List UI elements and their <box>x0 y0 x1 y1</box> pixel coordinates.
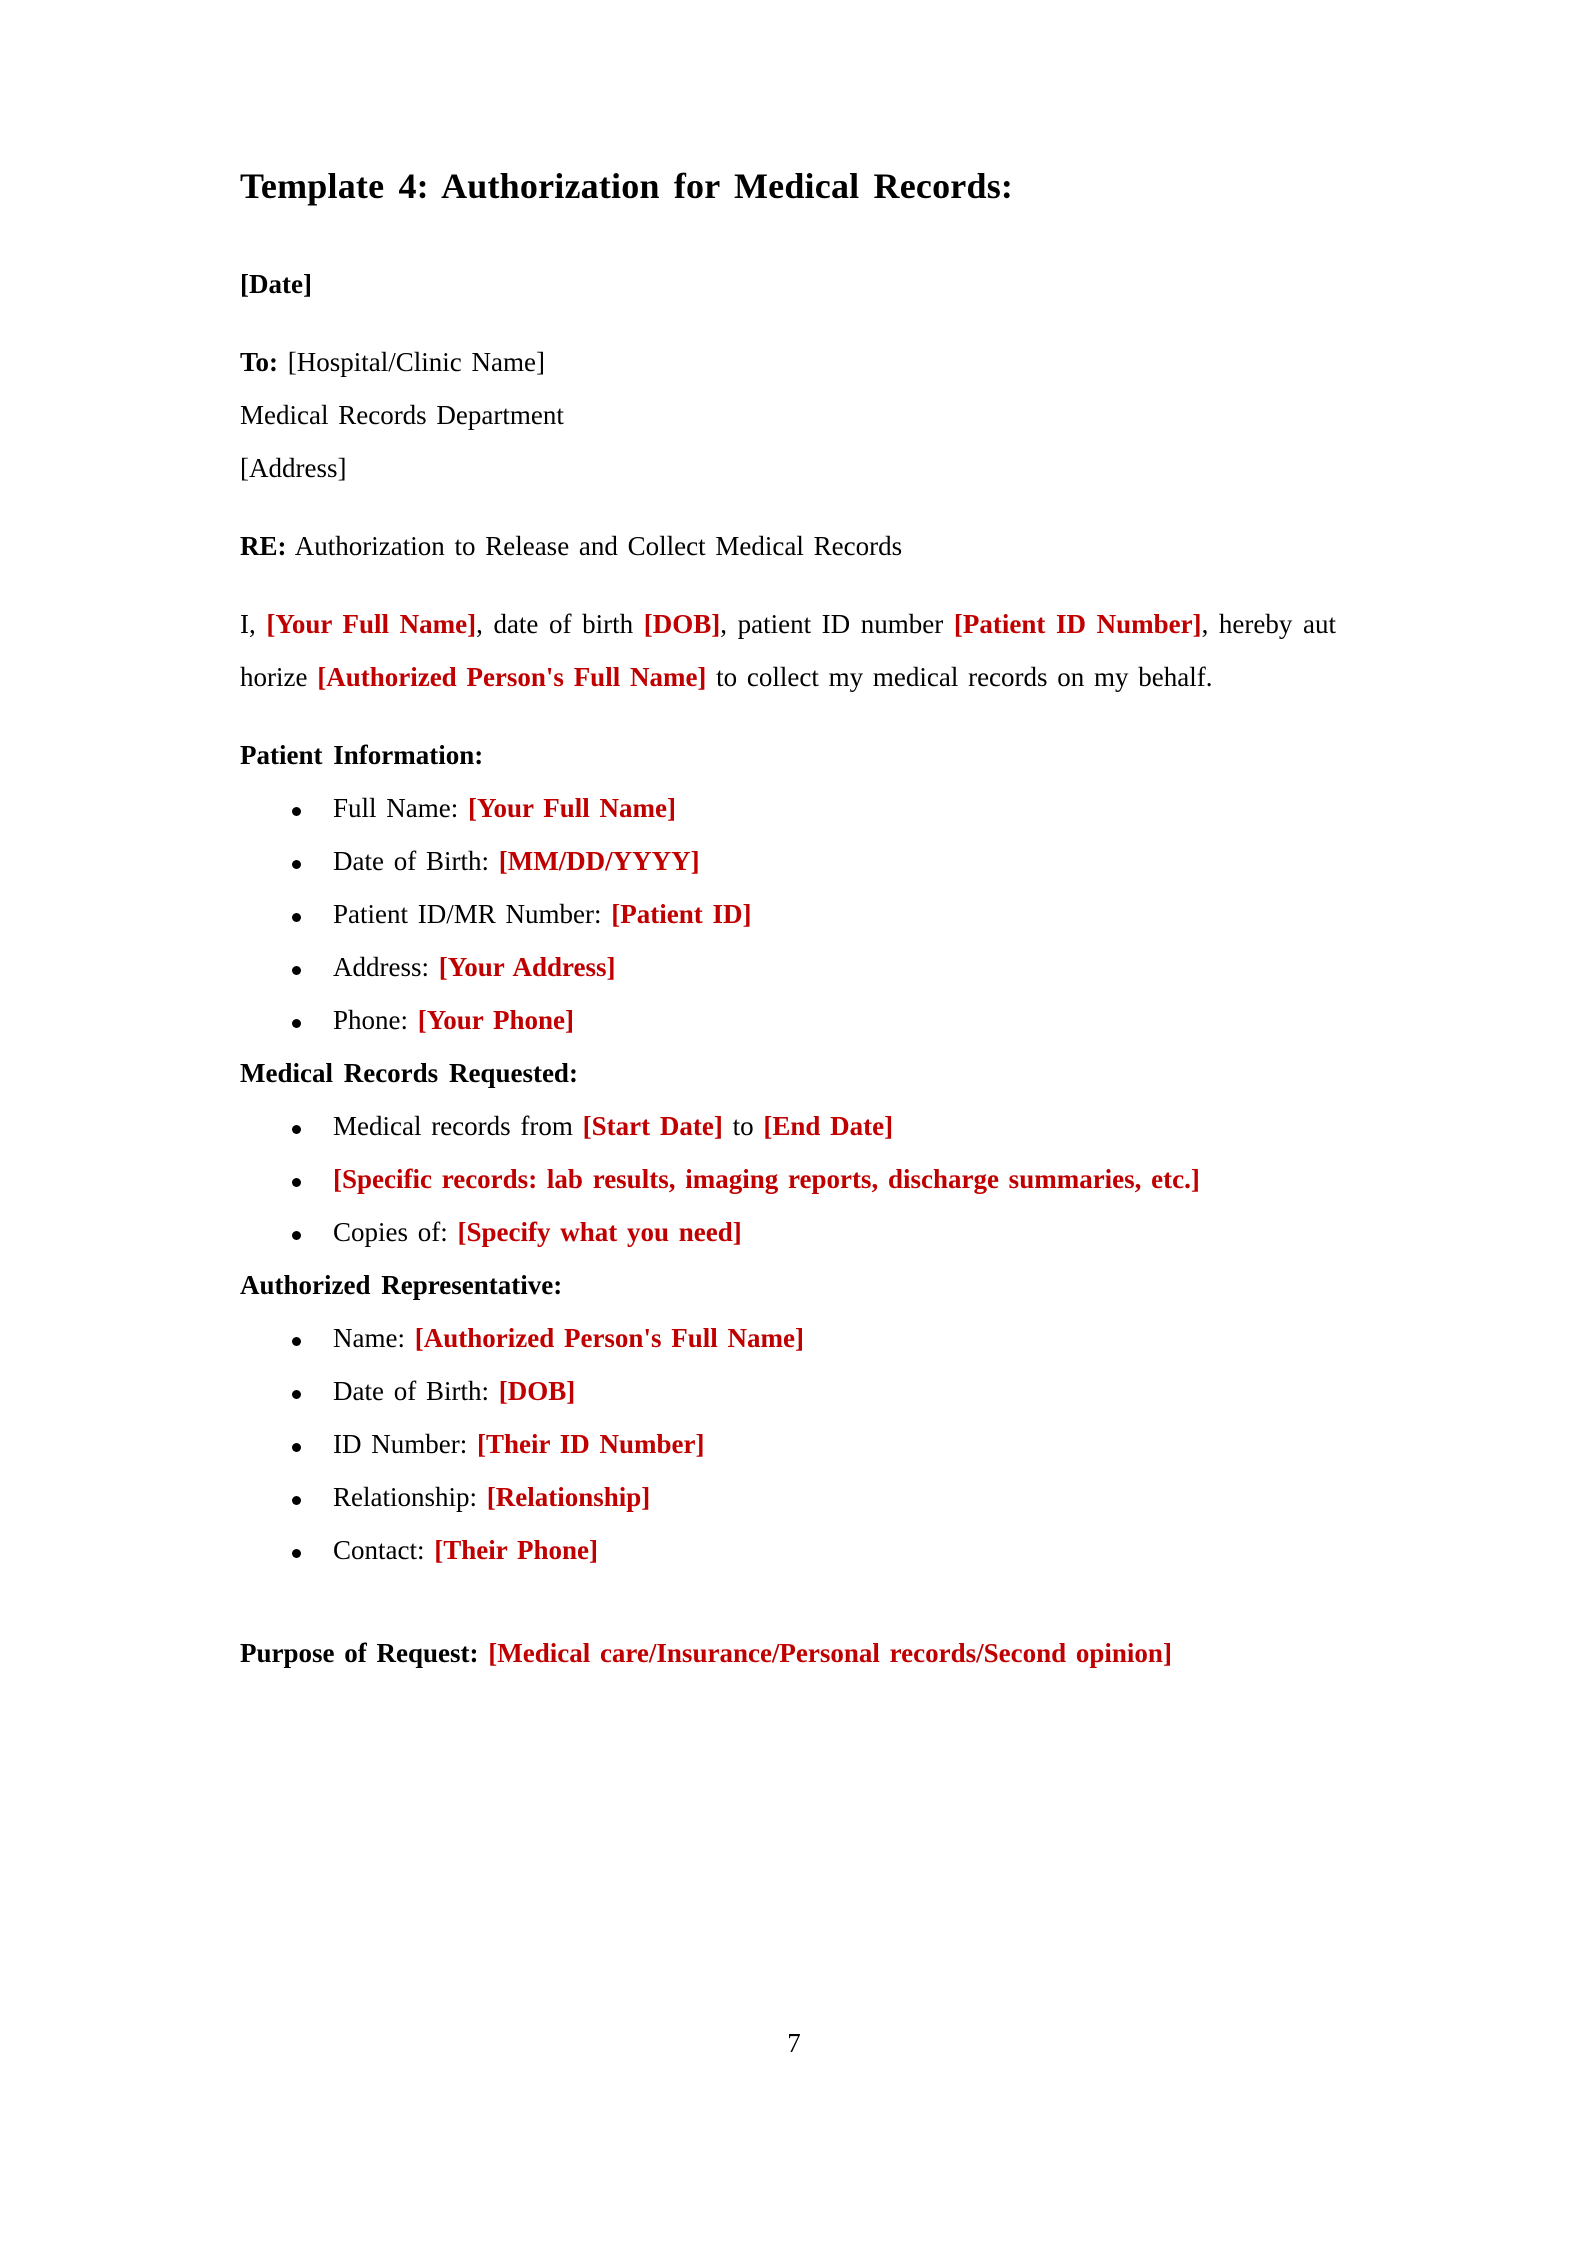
field-placeholder: [Their ID Number] <box>476 1429 705 1460</box>
patient-information-list <box>240 782 1336 1047</box>
field-label: Date of Birth: <box>333 1376 499 1407</box>
field-label: Patient ID/MR Number: <box>333 899 612 930</box>
list-item <box>240 1312 1336 1365</box>
field-label: Date of Birth: <box>333 846 499 877</box>
intro-text-2: , date of birth <box>476 609 644 640</box>
field-label: Phone: <box>333 1005 418 1036</box>
list-item <box>240 888 1336 941</box>
spacer <box>240 1577 1336 1627</box>
field-label: ID Number: <box>333 1429 477 1460</box>
field-placeholder: [Your Full Name] <box>468 793 676 824</box>
spacer <box>240 704 1336 729</box>
field-placeholder: [Patient ID] <box>611 899 752 930</box>
intro-text-3: , patient ID number <box>720 609 954 640</box>
spacer <box>240 495 1336 520</box>
placeholder-dob: [DOB] <box>643 609 721 640</box>
to-value: [Hospital/Clinic Name] <box>278 347 545 378</box>
purpose-of-request <box>240 1627 1336 1680</box>
intro-text-5: to collect my medical records on my behalf. <box>706 662 1213 693</box>
field-label: Address: <box>333 952 439 983</box>
document-body <box>240 160 1336 1680</box>
date-placeholder: [Date] <box>240 269 312 300</box>
authorized-representative-list <box>240 1312 1336 1577</box>
field-placeholder: [Specify what you need] <box>457 1217 742 1248</box>
field-label: Name: <box>333 1323 415 1354</box>
authorization-statement <box>240 598 1336 704</box>
address-line: [Address] <box>240 453 347 484</box>
re-line <box>240 520 1336 573</box>
spacer <box>240 573 1336 598</box>
placeholder-end-date: [End Date] <box>763 1111 894 1142</box>
list-item <box>240 1524 1336 1577</box>
page-number: 7 <box>787 2028 801 2058</box>
list-item <box>240 994 1336 1047</box>
field-label: Relationship: <box>333 1482 487 1513</box>
spacer <box>240 212 1336 258</box>
field-label: Medical records from <box>333 1111 583 1142</box>
field-placeholder: [DOB] <box>498 1376 576 1407</box>
list-item <box>240 782 1336 835</box>
field-placeholder: [Their Phone] <box>434 1535 598 1566</box>
field-label: Copies of: <box>333 1217 458 1248</box>
list-item <box>240 1418 1336 1471</box>
field-placeholder: [Your Address] <box>438 952 616 983</box>
section-heading-authorized-representative: Authorized Representative: <box>240 1270 563 1301</box>
placeholder-patient-id-number: [Patient ID Number] <box>953 609 1202 640</box>
field-placeholder: [Authorized Person's Full Name] <box>414 1323 804 1354</box>
medical-records-requested-list <box>240 1100 1336 1259</box>
field-label: Contact: <box>333 1535 435 1566</box>
placeholder-purpose: [Medical care/Insurance/Personal records/Second opinion] <box>488 1638 1172 1669</box>
field-label: Full Name: <box>333 793 468 824</box>
to-label: To: <box>240 347 279 378</box>
field-placeholder: [Relationship] <box>486 1482 651 1513</box>
list-item <box>240 1153 1336 1206</box>
page-title: Template 4: Authorization for Medical Records: <box>240 166 1014 206</box>
section-heading-patient-information: Patient Information: <box>240 740 484 771</box>
list-item <box>240 1100 1336 1153</box>
field-placeholder: [Your Phone] <box>417 1005 575 1036</box>
spacer <box>240 311 1336 336</box>
list-item <box>240 835 1336 888</box>
re-value: Authorization to Release and Collect Medical Records <box>286 531 903 562</box>
re-label: RE: <box>240 531 287 562</box>
placeholder-start-date: [Start Date] <box>582 1111 723 1142</box>
section-heading-medical-records-requested: Medical Records Requested: <box>240 1058 578 1089</box>
placeholder-specific-records: [Specific records: lab results, imaging reports, discharge summaries, etc.] <box>333 1164 1200 1195</box>
date-line <box>240 258 1336 311</box>
list-item <box>240 1206 1336 1259</box>
placeholder-authorized-person-name: [Authorized Person's Full Name] <box>317 662 707 693</box>
list-item <box>240 1365 1336 1418</box>
field-label-2: to <box>722 1111 764 1142</box>
department-line: Medical Records Department <box>240 400 564 431</box>
field-placeholder: [MM/DD/YYYY] <box>498 846 700 877</box>
recipient-line <box>240 336 1336 389</box>
placeholder-your-full-name: [Your Full Name] <box>266 609 477 640</box>
purpose-label: Purpose of Request: <box>240 1638 489 1669</box>
intro-text-4: , hereby authorize <box>240 609 1336 693</box>
list-item <box>240 1471 1336 1524</box>
list-item <box>240 941 1336 994</box>
intro-text-1: I, <box>240 609 267 640</box>
